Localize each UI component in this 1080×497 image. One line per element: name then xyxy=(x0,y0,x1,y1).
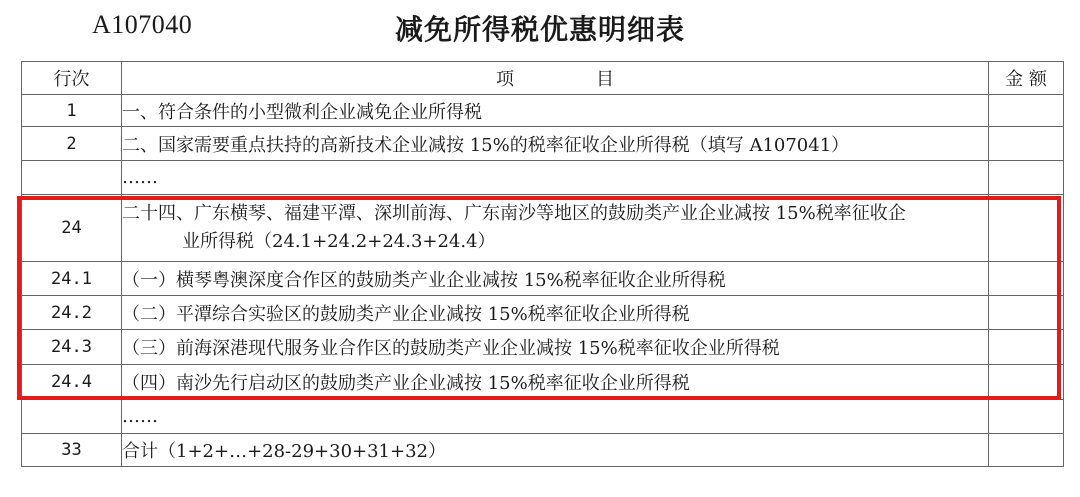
header-item-part2: 目 xyxy=(596,69,614,90)
row-item-ellipsis: …… xyxy=(122,161,989,195)
row-item-ellipsis: …… xyxy=(122,400,989,434)
header-amount: 金 额 xyxy=(989,62,1064,95)
row-item-total: 合计（1+2+…+28-29+30+31+32） xyxy=(122,434,989,467)
table-row xyxy=(22,262,1064,296)
row-item: （一）横琴粤澳深度合作区的鼓励类产业企业减按 15%税率征收企业所得税 xyxy=(122,262,989,296)
table-row xyxy=(22,127,1064,161)
row-no: 24 xyxy=(22,195,122,262)
relief-detail-table xyxy=(21,61,1064,467)
amount-cell[interactable] xyxy=(989,296,1064,330)
table-row xyxy=(22,296,1064,330)
row-item: 二、国家需要重点扶持的高新技术企业减按 15%的税率征收企业所得税（填写 A107041） xyxy=(122,127,989,161)
row-item: （四）南沙先行启动区的鼓励类产业企业减按 15%税率征收企业所得税 xyxy=(122,365,989,400)
table-header-row xyxy=(22,62,1064,95)
row-no: 24.4 xyxy=(22,365,122,400)
row-item: （三）前海深港现代服务业合作区的鼓励类产业企业减按 15%税率征收企业所得税 xyxy=(122,330,989,365)
table-row xyxy=(22,161,1064,195)
amount-cell[interactable] xyxy=(989,400,1064,434)
row-no: 24.3 xyxy=(22,330,122,365)
header-item xyxy=(122,62,989,95)
row-item-line1: 二十四、广东横琴、福建平潭、深圳前海、广东南沙等地区的鼓励类产业企业减按 15%税率征收企 xyxy=(122,203,906,224)
row-no: 2 xyxy=(22,127,122,161)
row-no xyxy=(22,161,122,195)
form-code: A107040 xyxy=(92,10,193,39)
row-item xyxy=(122,195,989,262)
table-row xyxy=(22,195,1064,262)
amount-cell[interactable] xyxy=(989,330,1064,365)
table-row-total xyxy=(22,434,1064,467)
amount-cell[interactable] xyxy=(989,195,1064,262)
row-no xyxy=(22,400,122,434)
row-no: 33 xyxy=(22,434,122,467)
table-row xyxy=(22,95,1064,127)
amount-cell[interactable] xyxy=(989,365,1064,400)
table-row xyxy=(22,400,1064,434)
row-no: 1 xyxy=(22,95,122,127)
row-no: 24.1 xyxy=(22,262,122,296)
amount-cell[interactable] xyxy=(989,95,1064,127)
table-row xyxy=(22,330,1064,365)
amount-cell[interactable] xyxy=(989,434,1064,467)
form-title: 减免所得税优惠明细表 xyxy=(394,13,685,46)
header-item-part1: 项 xyxy=(496,69,514,90)
row-item: 一、符合条件的小型微利企业减免企业所得税 xyxy=(122,95,989,127)
amount-cell[interactable] xyxy=(989,161,1064,195)
table-row xyxy=(22,365,1064,400)
row-item: （二）平潭综合实验区的鼓励类产业企业减按 15%税率征收企业所得税 xyxy=(122,296,989,330)
header-row-no: 行次 xyxy=(22,62,122,95)
row-item-line2: 业所得税（24.1+24.2+24.3+24.4） xyxy=(182,231,496,252)
row-no: 24.2 xyxy=(22,296,122,330)
amount-cell[interactable] xyxy=(989,127,1064,161)
amount-cell[interactable] xyxy=(989,262,1064,296)
